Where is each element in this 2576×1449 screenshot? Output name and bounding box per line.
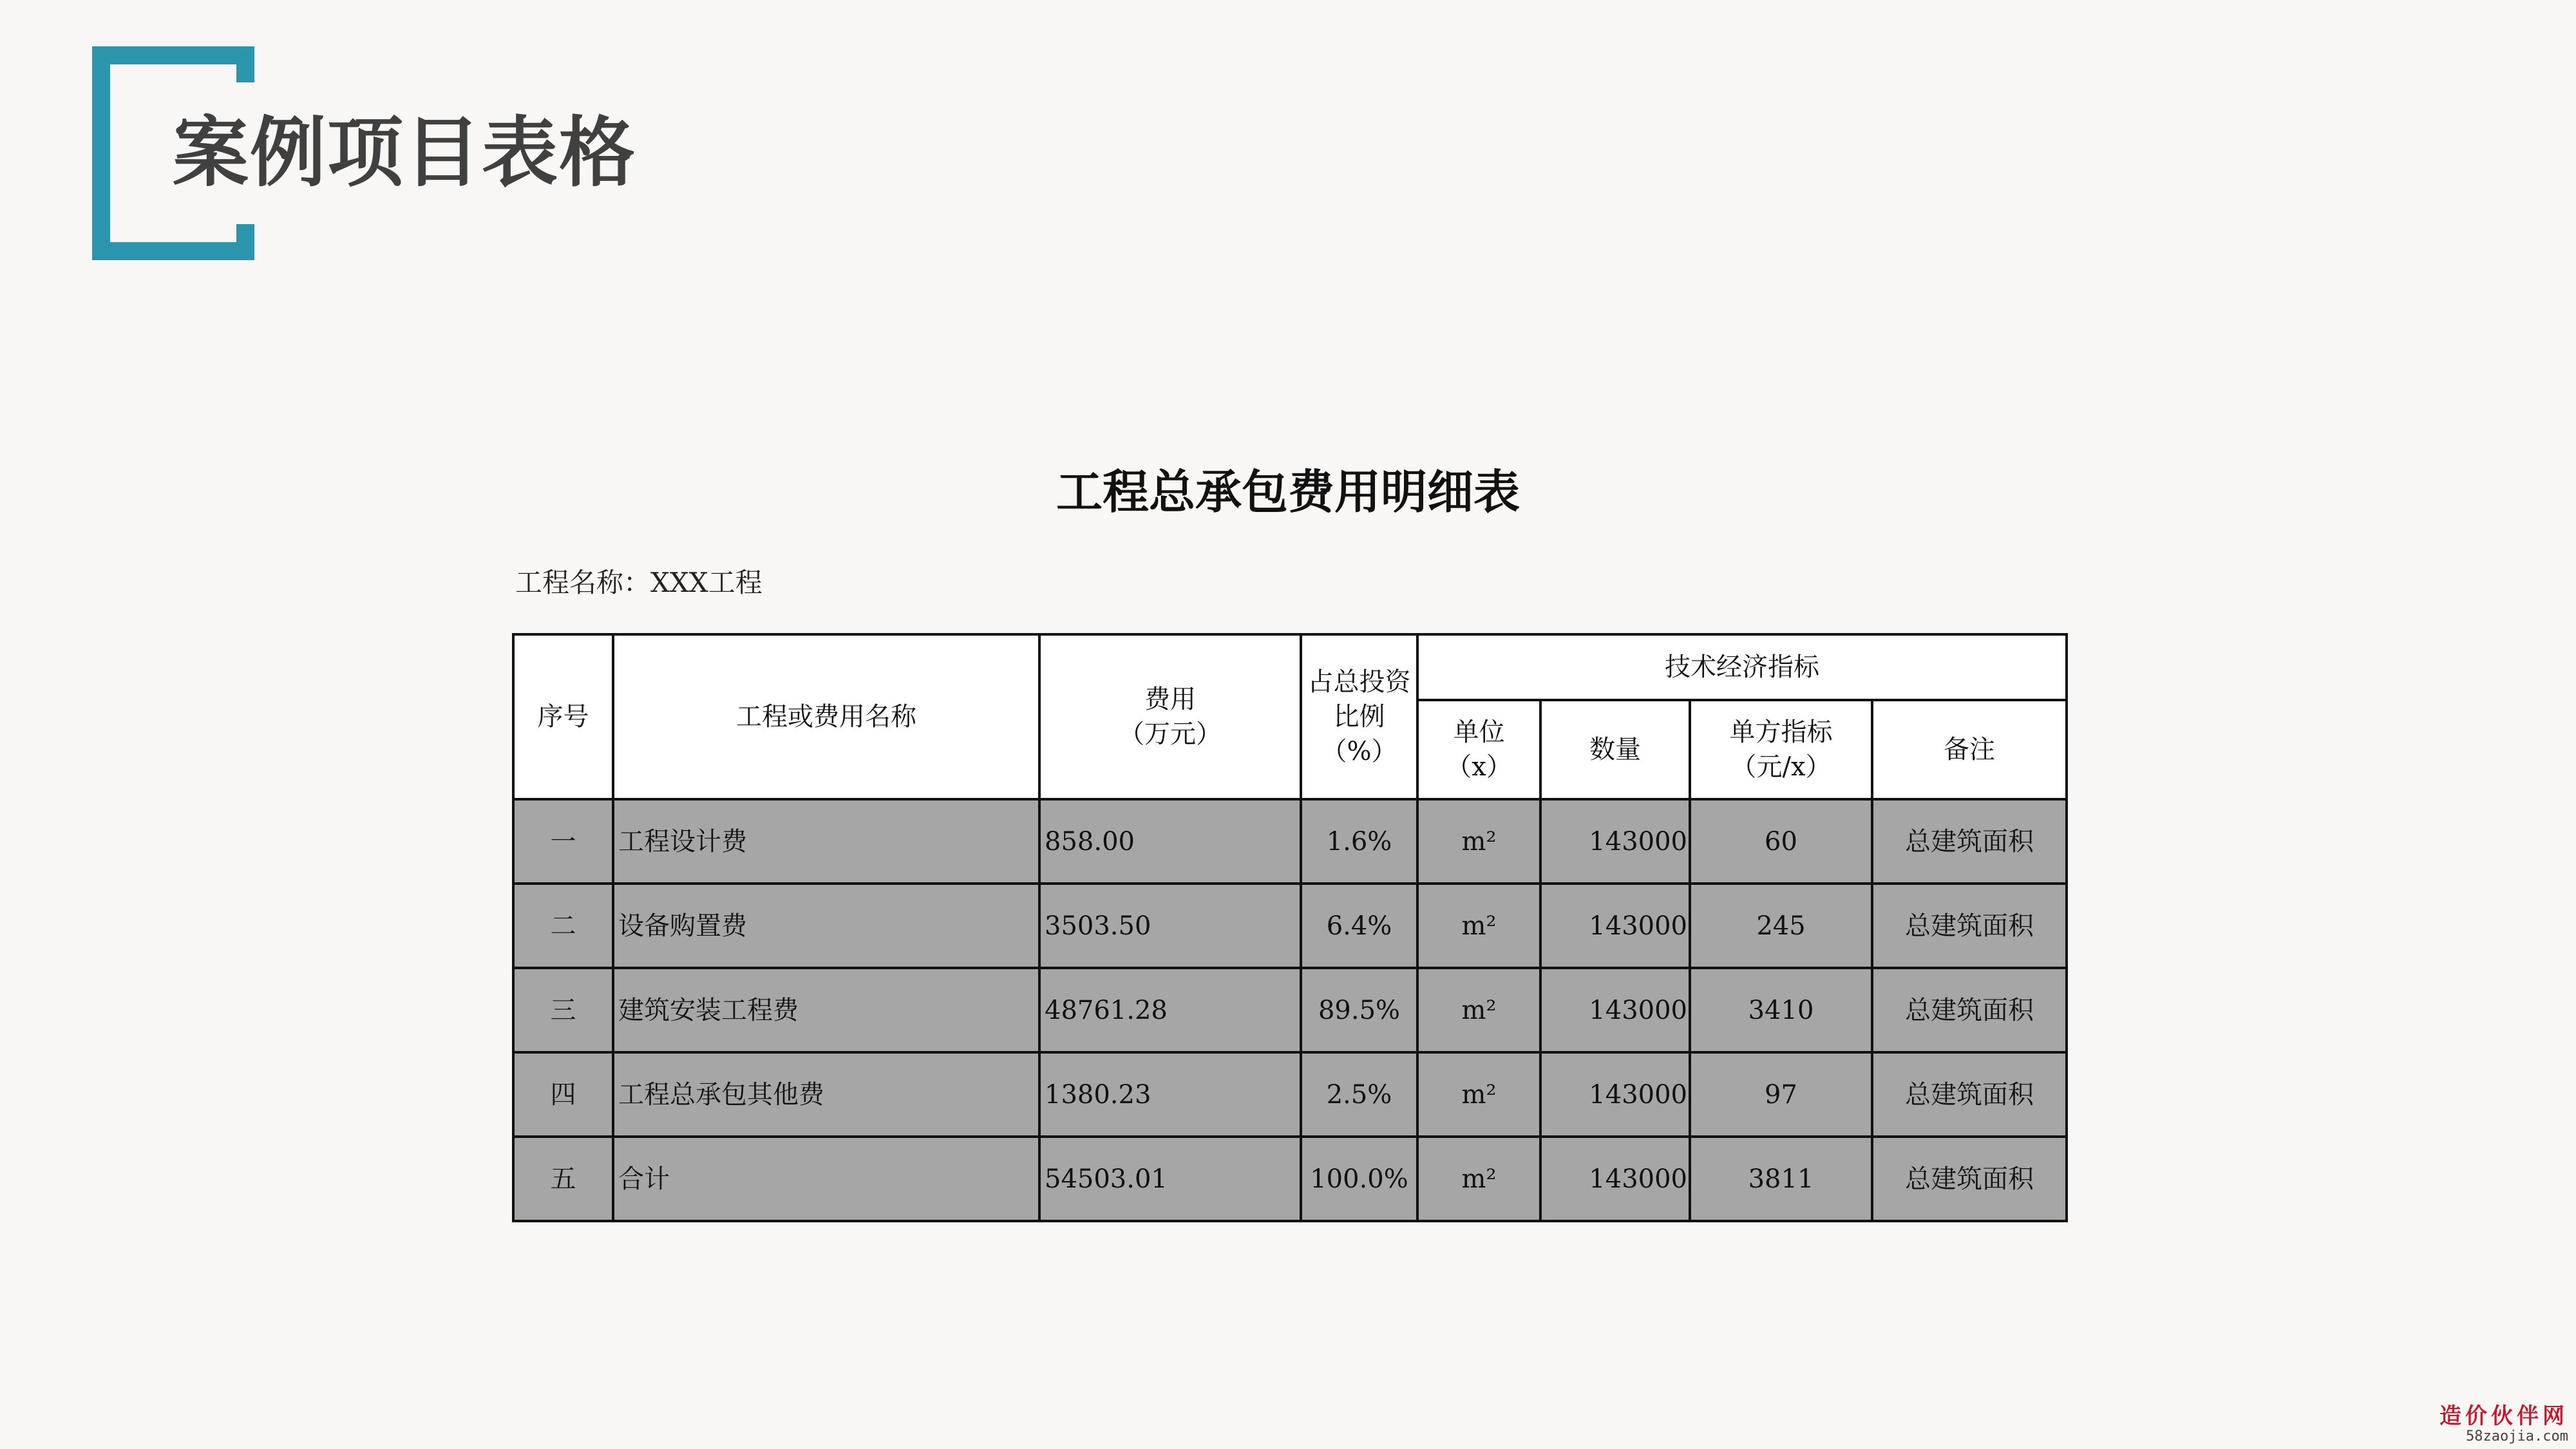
cell-unit: m² bbox=[1417, 1137, 1540, 1221]
header-ratio-text: 占总投资 比例 （%） bbox=[1307, 667, 1411, 766]
cell-ratio: 6.4% bbox=[1301, 884, 1417, 968]
table-row-total bbox=[513, 1137, 2067, 1221]
cell-remark: 总建筑面积 bbox=[1872, 968, 2067, 1052]
cell-unit: m² bbox=[1417, 968, 1540, 1052]
watermark-domain: 58zaojia.com bbox=[2466, 1428, 2568, 1444]
table-row bbox=[513, 884, 2067, 968]
cell-remark: 总建筑面积 bbox=[1872, 799, 2067, 884]
cell-unit: m² bbox=[1417, 884, 1540, 968]
header-unit-index bbox=[1690, 700, 1872, 799]
cell-cost: 3503.50 bbox=[1039, 884, 1301, 968]
cell-ratio: 89.5% bbox=[1301, 968, 1417, 1052]
header-quantity: 数量 bbox=[1540, 700, 1690, 799]
cell-seq: 二 bbox=[513, 884, 613, 968]
table-title: 工程总承包费用明细表 bbox=[1056, 464, 1520, 519]
cell-remark: 总建筑面积 bbox=[1872, 1137, 2067, 1221]
cell-cost: 1380.23 bbox=[1039, 1052, 1301, 1137]
cell-name: 合计 bbox=[613, 1137, 1039, 1221]
table-row bbox=[513, 1052, 2067, 1137]
header-unit bbox=[1417, 700, 1540, 799]
cell-quantity: 143000 bbox=[1540, 1052, 1690, 1137]
cell-name: 工程总承包其他费 bbox=[613, 1052, 1039, 1137]
cost-detail-table bbox=[512, 633, 2068, 1222]
cell-cost: 48761.28 bbox=[1039, 968, 1301, 1052]
cell-unit: m² bbox=[1417, 1052, 1540, 1137]
cell-unit-index: 3811 bbox=[1690, 1137, 1872, 1221]
cell-name: 建筑安装工程费 bbox=[613, 968, 1039, 1052]
table-row bbox=[513, 799, 2067, 884]
cell-seq: 四 bbox=[513, 1052, 613, 1137]
cell-quantity: 143000 bbox=[1540, 884, 1690, 968]
cell-unit-index: 60 bbox=[1690, 799, 1872, 884]
header-cost-text: 费用 （万元） bbox=[1119, 685, 1222, 749]
cell-name: 设备购置费 bbox=[613, 884, 1039, 968]
cell-quantity: 143000 bbox=[1540, 1137, 1690, 1221]
cell-unit: m² bbox=[1417, 799, 1540, 884]
watermark-chinese: 造价伙伴网 bbox=[2439, 1403, 2568, 1429]
cell-remark: 总建筑面积 bbox=[1872, 1052, 2067, 1137]
cell-ratio: 2.5% bbox=[1301, 1052, 1417, 1137]
header-tech-economic-group: 技术经济指标 bbox=[1417, 634, 2067, 700]
cell-remark: 总建筑面积 bbox=[1872, 884, 2067, 968]
cell-ratio: 100.0% bbox=[1301, 1137, 1417, 1221]
cell-seq: 一 bbox=[513, 799, 613, 884]
header-remark: 备注 bbox=[1872, 700, 2067, 799]
cell-name: 工程设计费 bbox=[613, 799, 1039, 884]
cell-seq: 五 bbox=[513, 1137, 613, 1221]
cell-cost: 54503.01 bbox=[1039, 1137, 1301, 1221]
header-unit-text: 单位 （x） bbox=[1446, 717, 1512, 782]
header-cost bbox=[1039, 634, 1301, 799]
cell-cost: 858.00 bbox=[1039, 799, 1301, 884]
site-watermark-logo bbox=[2439, 1405, 2568, 1444]
cell-quantity: 143000 bbox=[1540, 968, 1690, 1052]
slide-title: 案例项目表格 bbox=[173, 108, 637, 197]
cell-ratio: 1.6% bbox=[1301, 799, 1417, 884]
cell-unit-index: 245 bbox=[1690, 884, 1872, 968]
header-name: 工程或费用名称 bbox=[613, 634, 1039, 799]
header-unit-index-text: 单方指标 （元/x） bbox=[1729, 717, 1833, 782]
cell-quantity: 143000 bbox=[1540, 799, 1690, 884]
cell-unit-index: 97 bbox=[1690, 1052, 1872, 1137]
project-name-label: 工程名称：XXX工程 bbox=[515, 567, 762, 598]
table-row bbox=[513, 968, 2067, 1052]
header-seq: 序号 bbox=[513, 634, 613, 799]
cell-unit-index: 3410 bbox=[1690, 968, 1872, 1052]
header-ratio bbox=[1301, 634, 1417, 799]
cell-seq: 三 bbox=[513, 968, 613, 1052]
